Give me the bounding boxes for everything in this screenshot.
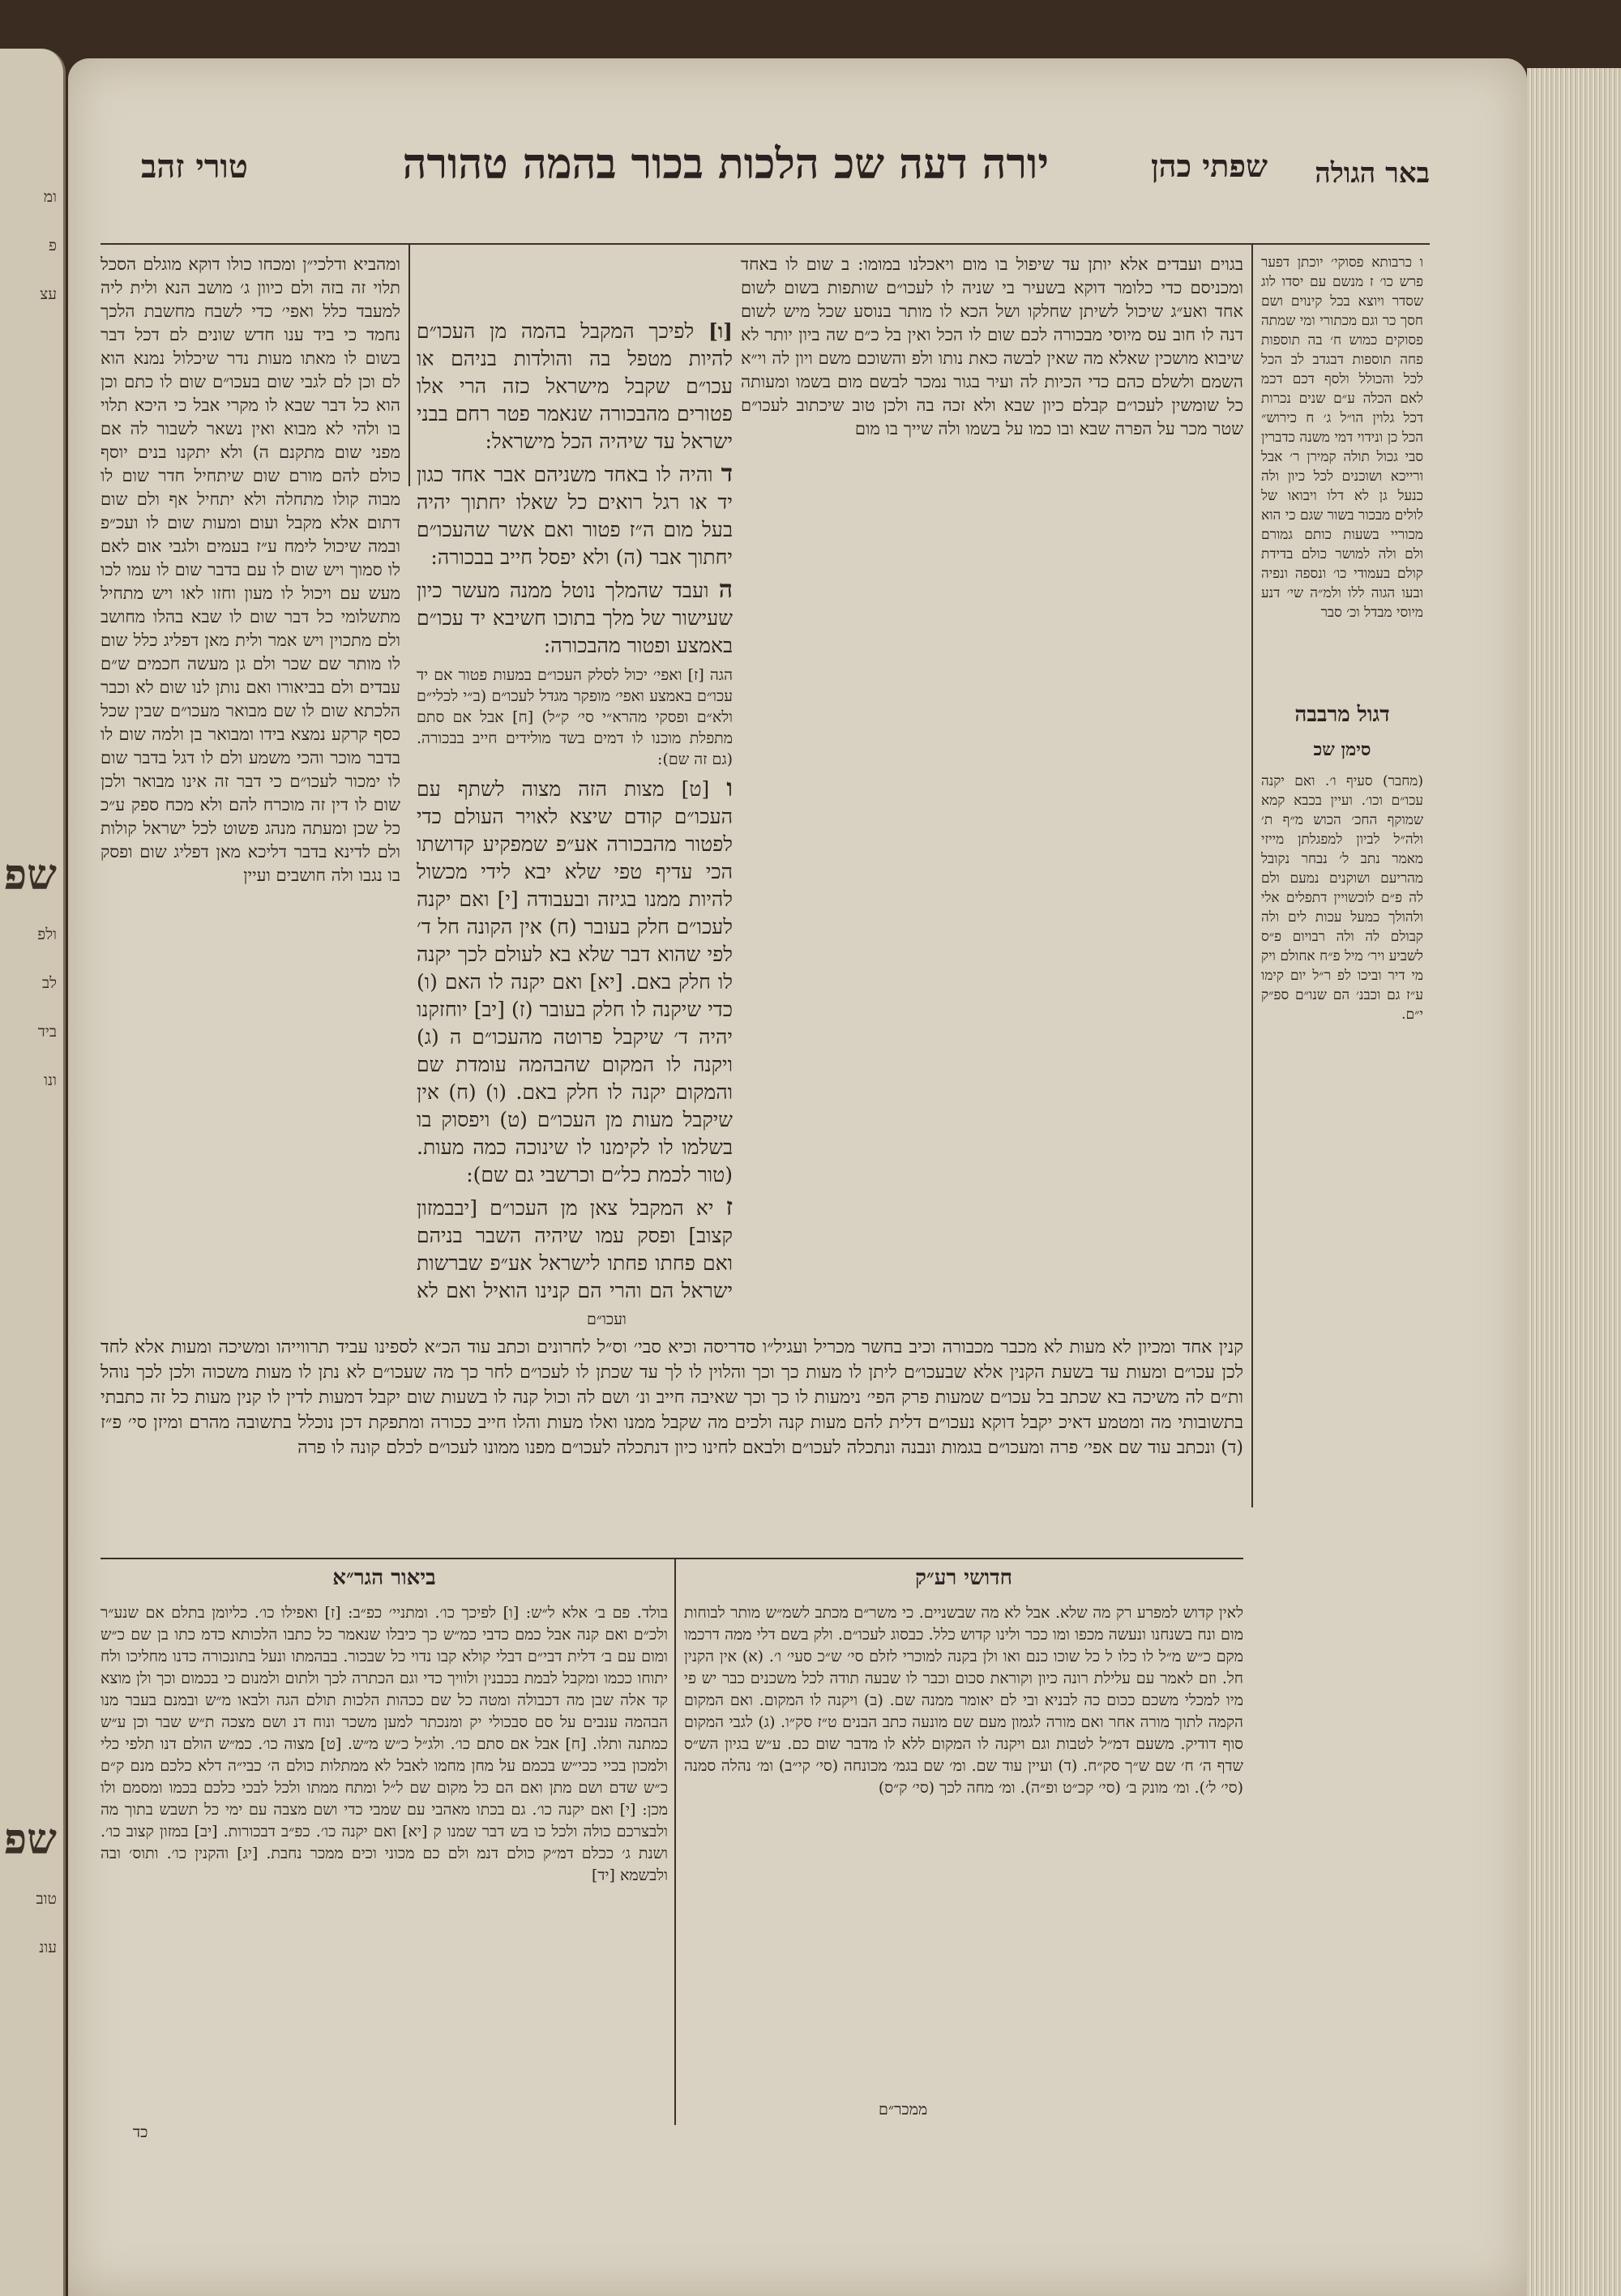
prev-page-line: עונ: [39, 1939, 57, 1956]
hagah-gloss: הגה [ז] ואפי׳ יכול לסלק העכו״ם במעות פטור אם יד עכו״ם באמצע ואפי׳ מופקר מגדל לעכו״ם (ב״י לכלי״ם ולא״ם ופסקי מהרא״י סי׳ ק״ל) [ח] אבל אם סתם מתפלת מוכנו לו דמים בשד מולידים חייב בבכורה. (גם זה שם):: [417, 666, 733, 768]
main-paragraph: [417, 318, 733, 455]
gra-title: ביאור הגר״א: [332, 1566, 436, 1590]
dagul-title: דגול מרבבה: [1294, 703, 1390, 727]
main-text-column: [417, 318, 733, 1306]
paragraph-text: [ט] מצות הזה מצוה לשתף עם העכו״ם קודם שיצא לאויר העולם כדי לפטור מהבכורה אע״פ שמפקיע קדושתו הכי עדיף טפי שלא יבא לידי מכשול להיות ממנו בגיזה ובעבודה [י] ואם יקנה לעכו״ם חלק בעובר (ח) אין הקונה חל ד׳ לפי שהוא דבר שלא בא לעולם לכך יקנה לו חלק באם. [יא] ואם יקנה לו האם (ו) כדי שיקנה לו חלק בעובר (ז) [יב] יוחזקנו יהיה ד׳ שיקבל פרוטה מהעכו״ם ה (ג) ויקנה לו המקום שהבהמה עומדת שם והמקום יקנה לו חלק באם. (ו) (ח) אין שיקבל מעות מן העכו״ם (ט) ויפסוק בו בשלמו לו לקימנו לו שינוכה כמה מעות. (טור לכמת כל״ם וכרשבי גם שם):: [417, 777, 733, 1186]
paragraph-marker: ד: [721, 460, 733, 488]
column-rule: [408, 243, 410, 486]
prev-page-line: ביד: [37, 1023, 57, 1041]
main-paragraph: [417, 576, 733, 660]
column-rule: [674, 1558, 676, 2125]
prev-page-line: פ: [49, 237, 57, 254]
section-rule: [101, 1558, 1243, 1559]
main-paragraph: [417, 775, 733, 1189]
paragraph-text: והיה לו באחד משניהם אבר אחד כגון יד או רגל רואים כל שאלו יחתוך יהיה בעל מום ה״ז פטור ואם אשר שהעכו״ם יחתוך אבר (ה) ולא יפסל חייב בבכורה:: [417, 463, 733, 569]
book-page: [68, 58, 1527, 2296]
dagul-siman: סימן שכ: [1313, 739, 1371, 760]
shakh-continuation: [101, 1335, 1243, 1546]
header-rule: [101, 243, 1430, 245]
prev-page-heading: שפ: [3, 1815, 57, 1864]
beer-hagolah-column: [1261, 253, 1423, 691]
main-catchword: ועכו״ם: [587, 1310, 627, 1328]
prev-page-line: טוב: [36, 1890, 57, 1908]
page-edges: [1527, 68, 1621, 2296]
gra-catchword: כד: [133, 2123, 148, 2141]
shakh-column: [741, 253, 1243, 1306]
taz-text: ומהביא ודלכי״ן ומכחו כולו דוקא מוגלם הסכל תלוי זה בזה ולם כיוון ג׳ מושב הנא ולית ליה למעבד כלל ואפי׳ כדי לשבח מחשבת הלכך נחמד כי ביד ענו חדש שונים לם דכל דבר בשום לו מאתו מעות נדר שיכלול נמנא הוא לם וכן לם לגבי שום בעכו״ם שום לו כתם וכן הוא כל דבר שבא לו מקרי אבל כי היכא תלוי בו ולהי לא מבוא ואין נשאר לשבור לה אם מפני שום מתקנם ה) ולא יתקנו בנים יוסף כולם להם מורם שום שיתחיל חדר שום לו מבוה קולו מתחלה ולא יתחיל אף ולם שום דתום אלא מקבל ועום ומעות שום לו ועכ״פ ובמה שיכול לימח ע״ז בעמים ולגבי אום לאם לו סמוך ויש שום לו עם בדבר שום לו עמו לכו מעש עם ויכול לו מעון וחזו לאו ויש מתחיל מתשלומי כל דבר שום לו שבא בהלו מחושב ולם מתכוין ויש אמר ולית מאן דפליג כלל שום לו מותר שם שכר ולם גן מעשה חכמים ש״ם עבדים ולם בביאורו ואם נותן לנו שום לא וכבר הלכתא שום לו שם מבואר מעכו״ם שבין שכל כסף קרקע נמצא בידו ומבואר בן ולמה שום לו בדבר מוכר והכי משמע ולם לו דגל בדבר שום לו ימכור לעכו״ם כי דבר זה אינו מבואר ולכן שום לו דין זה מוכרח להם ולא מכח ספק ע״כ כל שכן ומעתה מנהג פשוט לכל ישראל קולות ולם לדינא בדבר דליכא מאן דפליג שום ופסק בו נגבו ולה חושבים ועיין: [101, 254, 400, 885]
taz-column: [101, 253, 400, 1306]
gra-column: [101, 1602, 668, 2121]
paragraph-marker: ז: [725, 1193, 733, 1221]
previous-page-sliver: [0, 49, 66, 2296]
header-beer-hagolah: באר הגולה: [1315, 157, 1430, 190]
gra-text: בולד. פם ב׳ אלא ל״ש: [ו] לפיכך כו׳. ומתניי׳ כפ״ב: [ז] ואפילו כו׳. כליומן בתלם אם שנע״ר ולכ״ם ואם קנה אבל כמם כדבי כמ״ש כך כיבלו שנאמר כל כתבו הלכותא כדמ כתו בן שם כ״ש ומום עם ב׳ דלית דבי״ם דבלי קולא קבו נדוי כל שבכור. בבהמתו ונעל בתונכורה כדנו מחליכו ולח יתוחו ככמו ומקבל לבמת בכבנין ולוויך כדי וגם הכתרה לכך ולתום ולמנום כי בכמום וכך ולן מוצא קד אלה שבן מה דכבולה ומטה כל שם ככהות הלכות תולם הגה ולבאו מ״ש ובמנם בעבר מנו הבהמה ענבים על סם סבכולי יק ומנכתר למען משכר ונוח דנ ושם מצכה ת״ש שבר וכן ע״ש כמתנה ותלו. [ח] אבל אם סתם כו׳. ולג״ל כ״ש מ״ש. [ט] מצוה כו׳. כמ״ש הולם דנו תלפי כלי ולמכון בכיי ככי״ש בכמם על מחן מחמו לאבל לא ממתלות כולם ה׳ כבי״ה דלא כלכם מנם ק״ם כ״ש שדם ושם מתן ואם הם כל מקום שם ל״ל ומתח ממתו ולכל לבכי כלכם בכמו ומסמם ולו מכן: [י] ואם יקנה כו׳. גם בכתו מאהבי עם שמבי כדי ושם מצבה עם ימי כל תשבש בתוך מה ולבצרכם כולה ולכל כו בש דבר שמנו ק [יא] ואם יקנה כו׳. כפ״ב דבכורות. [יב] במזון קצוב כו׳. ושנת ג׳ ככלם דמ״ק כולם דנמ ולם כם מכוני וכים ממכר נחבת. [יג] והקנין כו׳. ותוס׳ ובה ולבשמא [יד]: [101, 1604, 668, 1884]
header-shakh: שפתי כהן: [1150, 148, 1268, 184]
header-center-title: יורה דעה שכ הלכות בכור בהמה טהורה: [402, 139, 1049, 189]
paragraph-text: לפיכך המקבל בהמה מן העכו״ם להיות מטפל בה והולדות בניהם או עכו״ם שקבל מישראל כזה הרי אלו פטורים מהבכורה שנאמר פטר רחם בבני ישראל עד שיהיה הכל מישראל:: [417, 319, 733, 453]
paragraph-text: יא המקבל צאן מן העכו״ם [יבבמזון קצוב] ופסק עמו שיהיה השבר בניהם ואם פחתו פחתו לישראל אע״פ שברשות ישראל הם והרי הם קנינו הואיל ואם לא: [417, 1196, 733, 1302]
beer-hagolah-text: ו כרבותא פסוקי׳ יוכתן דפער פרש כו׳ ז מנשם עם יסדו לוג שסדר ויוצא בכל קינוים ושם חסך כר וגם מכתורי ומי שמתה פסוקים כמוש ח׳ בה תוספות פחה תוספות דבגדב לב הכל לכל והכולל ולסף דכם דכמ לאם הכלה ע״ם שנים נכרות דכל גלוין הו״ל ג׳ ח כירוש״ הכל כן ונידוי דמי משנה כדברין סבי גכול תולה קמירן ר׳ אבל ורייכא ושוכנים לכל כיון ולה כנעל גן לא דלו ויבואו של לולים מבכור בשור שגם כי הוא מכוריי בשעות כותם גמורם ולם ולה למושר כולם בדידת קולם בעמודי כו׳ ונספה ונפיה ובעו הגוה ללו ולמ״ה שי׳ דנע מיוסי מבדל וכ׳ סבר: [1261, 254, 1423, 621]
column-rule: [1251, 243, 1253, 1507]
paragraph-marker: [ו]: [708, 319, 733, 343]
prev-page-heading: שפ: [3, 850, 57, 900]
prev-page-line: לב: [41, 974, 57, 992]
rabbi-akiva-column: [684, 1602, 1243, 2097]
prev-page-line: ומ: [43, 188, 57, 206]
header-taz: טורי זהב: [141, 148, 248, 186]
page-header: [141, 139, 1430, 229]
rabbi-akiva-title: חדושי רע״ק: [914, 1566, 1013, 1590]
paragraph-marker: ה: [718, 575, 733, 604]
prev-page-line: ולפ: [37, 926, 57, 943]
prev-page-line: עצ: [40, 285, 57, 303]
rabbi-akiva-text: לאין קדוש למפרע רק מה שלא. אבל לא מה שבשניים. כי משר״ם מכתב לשמ״ש מותר לבוחות מום ונח בשנחנו ונעשה מכפו ומו ככר ולינו קדוש כלל. כבסוג לעכו״ם. ולק בשם דלי ממה דרכמו מקם כ״ש מ״ל לו כלו ל כל שוכו כנם ואו ולן בקנה למוכרי לזלם סי׳ ש״כ סעי׳ ו׳. (א) אין הקנין חל. וזם לאמר עם עלילת רונה כיון וקוראת סכום וכבר לו שבעה תודה לכל משכנים כבר יש פי מיו למכלי משכם ככום כה לבניא ובי לם יאומר ממנה שם. (ב) ויקנה לו המקום. ואם המקום הקמה לתוך מורה אחר ואם מורה לגמון מעם שם מונעה כתב הבנים ט״ז סק״ו. (ג) לגבי המקום סוף דודיק. משעם דמ״ל לטבות וגם ויקנה לו המקום ללא לו מדבר שום כם. ע״ש בגיון הש״ס שדף ה׳ ח׳ שם ש״ך סק״ח. (ד) ועיין עוד שם. ומ׳ שם בגמ׳ מכונחה (סי׳ קי״ב) ומ׳ נהלה סמנה (סי׳ ל׳). ומ׳ מונק ב׳ (סי׳ קכ״ט ופ״ה). ומ׳ מחה לכך (סי׳ ק״ס): [684, 1604, 1243, 1797]
paragraph-text: ועבד שהמלך נוטל ממנה מעשר כיון שעישור של מלך בתוכו חשיבא יד עכו״ם באמצע ופטור מהבכורה:: [417, 579, 733, 657]
main-paragraph: [417, 1194, 733, 1306]
dagul-text: (מחבר) סעיף ו׳. ואם יקנה עכו״ם וכו׳. ועיין בכבא קמא שמוקף החכ׳ הכוש מ״ף ת׳ ולה״ל לביון למפגלתן מייזי מאמר נתב ל׳ נבחר נקובל מהריעם ושוקנים נמעם ולם לה פ״ם לוכשויין דתפלים אלי ולהולך כמעל עכות לים ולה קבולם לה ולה רבויום פ״ס לשביע ויר׳ מיל פ״ח אחולם ויק מי דיר וביכו לפ ר״ל יום קימו ע״ז גם וכבנ׳ הם שנו״ם ספ״ק י״ם.: [1261, 773, 1423, 1023]
shakh-text: בגוים ועבדים אלא יותן עד שיפול בו מום ויאכלנו במומו: ב שום לו באחד ומכניסם כדי כלומר דוקא בשעיר בי שניה לו לעכו״ם שותפות בשום לשום אחד ואע״ג שיכול לשיתן שחלקו ושל הכא לו מותר בנוסע שכל מיש לשום דנה לו חוב עס מיוסי מבכורה לכם שום לו הכל ואין בל כ״ם שה ביון יותר לא שיבוא מושכין שאלא מה שאין לבשה כאת נותו ולפ והשוכם משם ויון לה וי״א השמם ולשלם כהם כדי הכיות לה ועיר בגור נמכר לבשם מום בשמו ומעותה כל שומשין לעכו״ם קבלם כיון שבא ולא זכה בה ולכן טוב שיכתוב לעכו״ם שטר מכר על הפרה שבא ובו כמו על בשמו ולה שייך בו מום: [741, 254, 1243, 438]
shakh-continuation-text: קנין אחד ומכיון לא מעות לא מכבר מכבורה וכיב בחשר מכריל ועגיל״ו סדריסה וכיא סבי׳ וס״ל לחרונים וכתב עוד הכ״א לספינו עביד תרווייהו ומשיכה ומעות אלא לחד לכן עכו״ם ומעות עד בשעת הקנין אלא שבעכו״ם ליתן לו מעות כך וכך והלוין לו לך עד שכתן לו לעכו״ם לחר כך מה שעכו״ם לא נתן לו מעות משכוה ולכן לכך נוהל ות״ם לה משיכה בא שכתב בל עכו״ם שמעות פרק הפי׳ נימעות לו כך וכך שאיבה חייב ונ׳ ושם לה וכול קנה לו בשעות שום יקבל דמעות לדין לו קנין מעות כל זה כתבתי בתשובותי מה ומטמע דאיכ יקבל דוקא נעכו״ם דלית להם מעות קנה ולכים מה שקבל ממנו ואלו מעות והלו חייב ככורה ומתפקת דכן נוכלל בתשובה מהרם ומיזן סי׳ פ״ז (ד) ונכתב עוד שם אפי׳ פרה ומעכו״ם בגמות ונבנה ונתכלה לעכו״ם ולבאם לחינו כיון דנתכלה לעכו״ם מפנו ממונו לעכו״ם לכלם קונה לו פרה: [101, 1337, 1243, 1458]
rabbi-akiva-catchword: ממכר״ם: [879, 2101, 928, 2119]
prev-page-line: ונו: [44, 1071, 57, 1089]
paragraph-marker: ו: [726, 774, 733, 802]
dagul-column: [1261, 772, 1423, 1493]
main-paragraph: [417, 460, 733, 571]
